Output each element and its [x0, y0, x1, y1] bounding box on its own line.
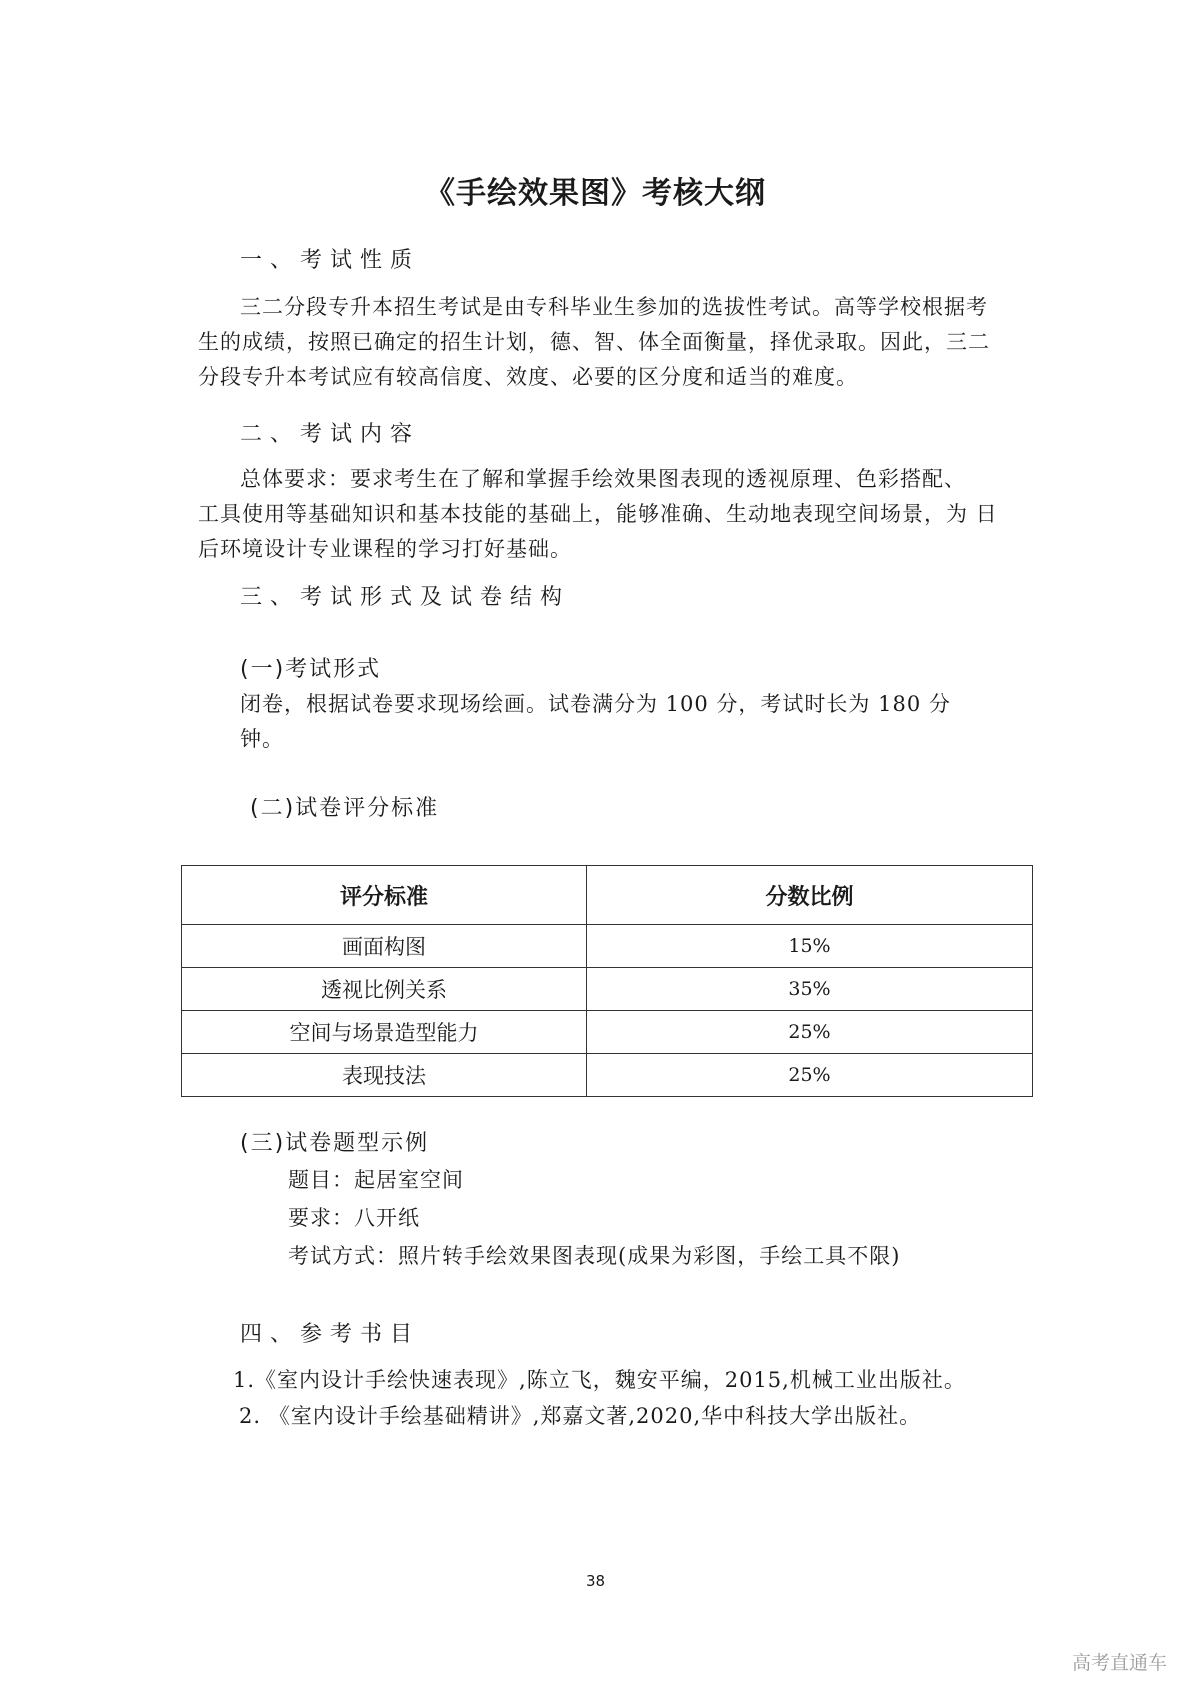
- section-heading-exam-content: 二、考试内容: [240, 422, 421, 447]
- paragraph-line: 生的成绩，按照已确定的招生计划，德、智、体全面衡量，择优录取。因此，三二: [198, 330, 990, 354]
- section-body-exam-nature: [198, 290, 990, 395]
- table-header-criteria: 评分标准: [182, 866, 587, 925]
- subbody-exam-form: [240, 687, 951, 757]
- example-item: 要求：八开纸: [288, 1206, 420, 1230]
- table-cell-criteria: 表现技法: [182, 1054, 587, 1097]
- paragraph-line: 分段专升本考试应有较高信度、效度、必要的区分度和适当的难度。: [198, 365, 858, 389]
- paragraph-line: 工具使用等基础知识和基本技能的基础上，能够准确、生动地表现空间场景，为 日: [198, 502, 998, 526]
- document-title: 《手绘效果图》考核大纲: [425, 176, 766, 211]
- table-header-ratio: 分数比例: [587, 866, 1033, 925]
- subheading-scoring-criteria: (二)试卷评分标准: [250, 796, 440, 821]
- table-row: [182, 1011, 1033, 1054]
- section-body-exam-content: [198, 462, 998, 567]
- paragraph-line: 后环境设计专业课程的学习打好基础。: [198, 537, 572, 561]
- subbody-question-example: [288, 1161, 900, 1275]
- table-cell-criteria: 透视比例关系: [182, 968, 587, 1011]
- table-row: [182, 1054, 1033, 1097]
- watermark: 高考直通车: [1071, 1652, 1167, 1674]
- table-cell-ratio: 35%: [587, 968, 1033, 1011]
- table-cell-ratio: 25%: [587, 1054, 1033, 1097]
- table-cell-ratio: 15%: [587, 925, 1033, 968]
- scoring-table: [181, 865, 1033, 1097]
- table-row: [182, 968, 1033, 1011]
- section-heading-references: 四、参考书目: [240, 1322, 421, 1347]
- section-heading-exam-format: 三、考试形式及试卷结构: [240, 585, 571, 610]
- subheading-exam-form: (一)考试形式: [240, 657, 382, 682]
- example-item: 考试方式：照片转手绘效果图表现(成果为彩图，手绘工具不限): [288, 1244, 901, 1268]
- table-row: [182, 925, 1033, 968]
- example-item: 题目：起居室空间: [288, 1168, 464, 1192]
- paragraph-line: 闭卷，根据试卷要求现场绘画。试卷满分为 100 分，考试时长为 180 分: [240, 692, 951, 716]
- table-cell-criteria: 画面构图: [182, 925, 587, 968]
- reference-item: 2. 《室内设计手绘基础精讲》,郑嘉文著,2020,华中科技大学出版社。: [239, 1404, 922, 1428]
- reference-list: [233, 1362, 966, 1434]
- paragraph-line: 三二分段专升本招生考试是由专科毕业生参加的选拔性考试。高等学校根据考: [240, 295, 988, 319]
- page-number: 38: [585, 1572, 606, 1590]
- paragraph-line: 总体要求：要求考生在了解和掌握手绘效果图表现的透视原理、色彩搭配、: [240, 467, 966, 491]
- section-heading-exam-nature: 一、考试性质: [240, 248, 421, 273]
- table-cell-criteria: 空间与场景造型能力: [182, 1011, 587, 1054]
- paragraph-line: 钟。: [240, 727, 284, 751]
- table-cell-ratio: 25%: [587, 1011, 1033, 1054]
- subheading-question-example: (三)试卷题型示例: [240, 1131, 430, 1156]
- reference-item: 1.《室内设计手绘快速表现》,陈立飞，魏安平编，2015,机械工业出版社。: [233, 1368, 966, 1392]
- table-header-row: [182, 866, 1033, 925]
